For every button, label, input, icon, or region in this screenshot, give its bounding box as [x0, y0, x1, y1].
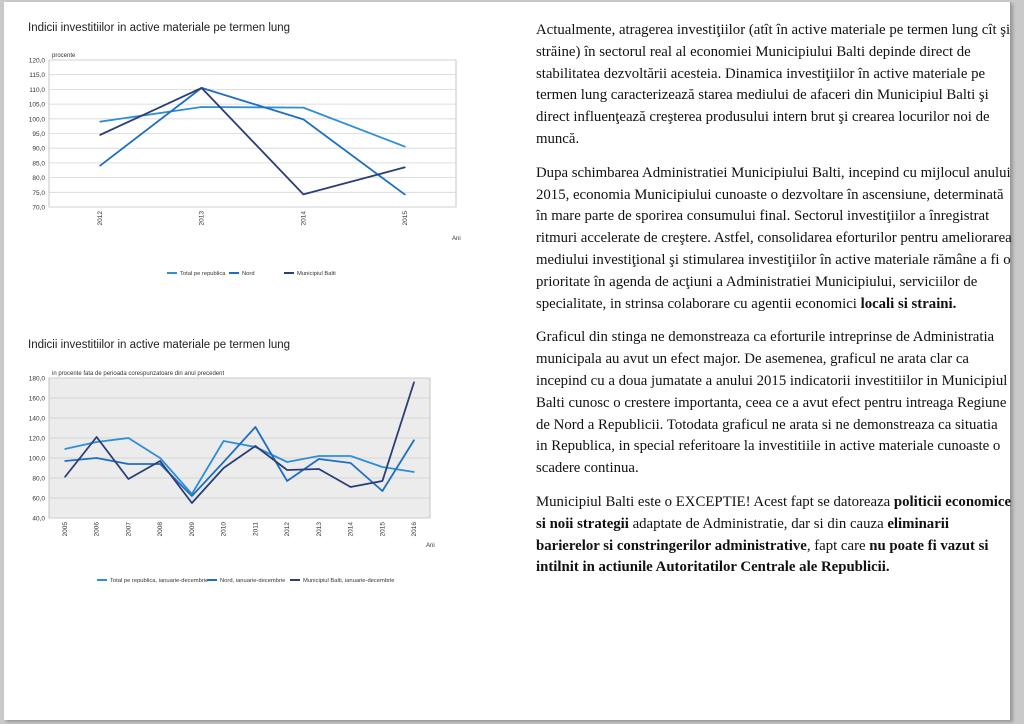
y-tick-label: 100,0	[28, 116, 45, 124]
y-tick-label: 90,0	[32, 145, 45, 153]
data-point	[287, 461, 288, 462]
document-page	[4, 2, 1011, 720]
y-tick-label: 70,0	[32, 204, 45, 212]
x-tick-label: 2009	[188, 522, 196, 537]
y-tick-label: 80,0	[32, 175, 45, 183]
x-tick-label: 2007	[125, 522, 133, 537]
x-tick-label: 2012	[284, 522, 292, 537]
y-tick-label: 120,0	[28, 435, 45, 443]
paragraph-3-text: Graficul din stinga ne demonstreaza ca eforturile intreprinse de Administratia municipala au avut un efect major. De asemenea, graficul ne arata clar ca incepind cu a doua jumatate a anului 2015 indicatorii investitiilor in Municipiul Balti cunosc o crestere importanta, ceea ce a avut efect pentru intreaga Regiune de Nord a Republicii. Totodata graficul ne arata si ne demonstreaza ca situatia in Republica, in special referitoare la investitiile in active materiale cunoaste o scadere continua.	[536, 329, 1008, 477]
data-point	[128, 463, 129, 464]
data-point	[318, 468, 319, 469]
legend-label-2: Municipiul Balti	[297, 271, 336, 278]
data-point	[350, 486, 351, 487]
paragraph-2	[536, 163, 1012, 316]
paragraph-4-text-c: adaptate de Administratie, dar si din cauza	[628, 515, 888, 532]
y-tick-label: 60,0	[32, 495, 45, 503]
data-point	[128, 437, 129, 438]
data-point	[160, 463, 161, 464]
x-tick-label: 2008	[157, 522, 165, 537]
x-tick-label: 2014	[347, 522, 355, 537]
chart1-title: Indicii investitiilor in active materiale pe termen lung	[28, 22, 291, 34]
y-tick-label: 75,0	[32, 189, 45, 197]
data-point	[287, 469, 288, 470]
data-point	[414, 381, 415, 382]
y-tick-label: 100,0	[28, 455, 45, 463]
data-point	[96, 441, 97, 442]
y-tick-label: 120,0	[28, 57, 45, 65]
x-tick-label: 2016	[411, 522, 419, 537]
x-tick-label: 2015	[379, 522, 387, 537]
x-tick-label: 2015	[402, 211, 410, 226]
legend-label-1: Nord, ianuarie-decembrie	[220, 578, 286, 585]
y-axis-label: in procente fata de perioada corespunzatoare din anul precedent	[52, 371, 225, 377]
data-point	[382, 480, 383, 481]
chart2	[4, 2, 524, 602]
paragraph-1	[536, 20, 1012, 151]
y-tick-label: 105,0	[28, 101, 45, 109]
data-point	[191, 502, 192, 503]
data-point	[350, 455, 351, 456]
data-point	[223, 440, 224, 441]
data-point	[64, 476, 65, 477]
x-tick-label: 2010	[220, 522, 228, 537]
y-axis-label: procente	[52, 53, 76, 59]
data-point	[223, 461, 224, 462]
data-point	[350, 462, 351, 463]
data-point	[96, 457, 97, 458]
x-tick-label: 2006	[93, 522, 101, 537]
y-tick-label: 110,0	[29, 86, 45, 94]
data-point	[382, 490, 383, 491]
data-point	[382, 466, 383, 467]
data-point	[414, 471, 415, 472]
legend-label-1: Nord	[242, 271, 255, 278]
paragraph-2-bold: locali si straini.	[860, 295, 957, 312]
x-tick-label: 2012	[96, 211, 104, 226]
x-tick-label: 2014	[300, 211, 308, 226]
data-point	[96, 436, 97, 437]
article-text	[536, 20, 1012, 591]
chart2-title: Indicii investitiilor in active materiale pe termen lung	[28, 339, 291, 351]
data-point	[287, 480, 288, 481]
y-tick-label: 115,0	[29, 72, 45, 80]
y-tick-label: 85,0	[32, 160, 45, 168]
y-tick-label: 95,0	[32, 131, 45, 138]
legend-label-0: Total pe republica	[180, 271, 226, 278]
data-point	[64, 448, 65, 449]
data-point	[160, 460, 161, 461]
paragraph-1-text: Actualmente, atragerea investiţiilor (atît în active materiale pe termen lung cît şi străine) în sectorul real al economiei Municipiului Balti depinde direct de stabilitatea dezvoltării acesteia. Dinamica investiţiilor în active materiale pe termen lung caracterizează starea mediului de afaceri din Municipiul Balti şi direct influenţează creşterea produsului intern brut şi crearea locurilor noi de muncă.	[536, 22, 1011, 147]
data-point	[191, 495, 192, 496]
paragraph-4-text-a: Municipiul Balti este o EXCEPTIE! Acest fapt se datoreaza	[536, 493, 894, 510]
paragraph-2-text: Dupa schimbarea Administratiei Municipiului Balti, incepind cu mijlocul anului 2015, economia Municipiului cunoaste o dezvoltare în ascensiune, determinată în mare parte de sporirea consumului final. Sectorul investiţiilor a înregistrat ritmuri accelerate de creştere. Astfel, consolidarea eforturilor pentru ameliorarea mediului investiţional şi stimularea investiţiilor în active materiale rămâne a fi o prioritate în agenda de acţiuni a Administratiei Municipiului, serviciilor de specialitate, in strinsa colaborare cu agentii economici	[536, 164, 1012, 312]
paragraph-4-bold-f: nu poate fi vazut si intilnit in actiunile Autoritatilor Centrale ale Republicii.	[536, 537, 989, 576]
x-tick-label: 2013	[315, 522, 323, 537]
data-point	[255, 426, 256, 427]
y-tick-label: 160,0	[28, 395, 45, 403]
paragraph-4	[536, 492, 1012, 579]
x-tick-label: 2011	[252, 522, 260, 536]
data-point	[318, 458, 319, 459]
data-point	[223, 467, 224, 468]
data-point	[414, 439, 415, 440]
paragraph-4-bold-d: eliminarii barierelor si constringerilor administrative	[536, 515, 949, 554]
data-point	[64, 460, 65, 461]
y-tick-label: 140,0	[28, 415, 45, 423]
y-tick-label: 40,0	[32, 515, 45, 523]
paragraph-4-text-e: , fapt care	[806, 537, 870, 554]
paragraph-3	[536, 327, 1012, 480]
data-point	[128, 478, 129, 479]
legend-label-0: Total pe republica, ianuarie-decembrie	[110, 578, 209, 585]
paragraph-4-bold-a: politicii economice si noii strategii	[536, 493, 1012, 532]
y-tick-label: 180,0	[28, 375, 45, 383]
x-axis-label: Ani	[426, 543, 435, 549]
plot-area	[49, 378, 430, 518]
y-tick-label: 80,0	[32, 475, 45, 483]
x-tick-label: 2013	[198, 211, 206, 226]
data-point	[255, 445, 256, 446]
legend-label-2: Municipiul Balti, ianuarie-decembrie	[303, 578, 395, 585]
data-point	[318, 455, 319, 456]
x-axis-label: Ani	[452, 236, 461, 242]
data-point	[160, 457, 161, 458]
x-tick-label: 2005	[61, 522, 69, 537]
